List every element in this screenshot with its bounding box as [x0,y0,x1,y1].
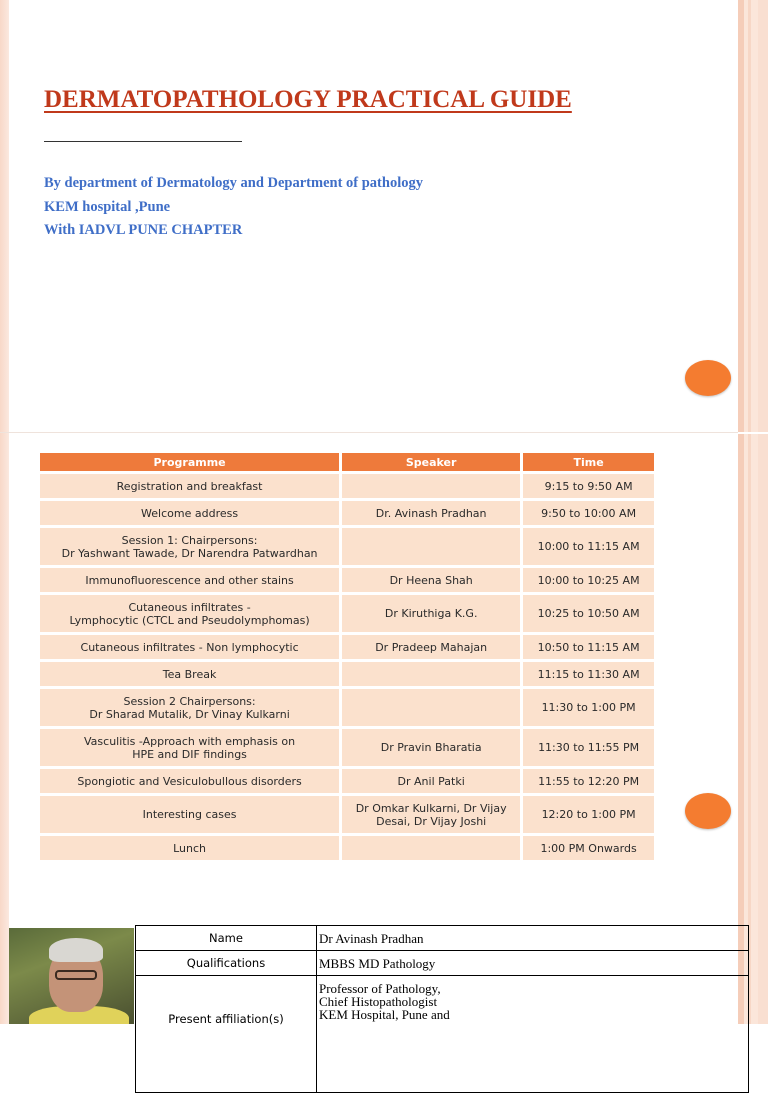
column-header-speaker: Speaker [342,453,520,471]
time-cell: 1:00 PM Onwards [523,836,654,860]
programme-cell-line: Lunch [173,841,207,855]
speaker-cell [342,662,520,686]
table-row [40,528,654,565]
programme-cell [40,595,339,632]
programme-cell-line: Tea Break [162,667,217,681]
programme-cell-line: Vasculitis -Approach with emphasis on [84,734,296,748]
table-row [40,595,654,632]
programme-cell-line: Cutaneous infiltrates - [128,600,251,614]
column-header-programme: Programme [40,453,339,471]
programme-cell-line: Dr Yashwant Tawade, Dr Narendra Patwardhan [61,546,318,560]
byline-line: KEM hospital ,Pune [44,198,171,215]
programme-cell [40,662,339,686]
table-row [40,474,654,498]
bio-value-line: Professor of Pathology, [319,981,441,996]
speaker-cell-line: Dr Anil Patki [397,774,465,788]
programme-cell [40,568,339,592]
speaker-cell-line: Dr Pradeep Mahajan [375,640,488,654]
speaker-cell [342,796,520,833]
table-row [40,635,654,659]
programme-cell-line: Spongiotic and Vesiculobullous disorders [77,774,302,788]
programme-cell-line: Immunofluorescence and other stains [85,573,294,587]
speaker-cell [342,595,520,632]
speaker-cell-line: Dr Pravin Bharatia [380,741,482,754]
table-row [40,836,654,860]
programme-header-row [40,453,654,471]
programme-cell-line: Cutaneous infiltrates - Non lymphocytic [80,640,299,654]
time-cell: 9:15 to 9:50 AM [523,474,654,498]
table-row [40,689,654,726]
speaker-cell-line: Dr. Avinash Pradhan [375,506,487,520]
table-row [40,568,654,592]
table-row [40,729,654,766]
programme-cell-line: Session 2 Chairpersons: [123,694,256,708]
speaker-cell-line: Dr Kiruthiga K.G. [384,607,478,620]
time-cell: 10:50 to 11:15 AM [523,635,654,659]
bio-value-line: KEM Hospital, Pune and [319,1007,450,1022]
time-cell: 11:55 to 12:20 PM [523,769,654,793]
speaker-cell [342,474,520,498]
time-cell: 11:30 to 1:00 PM [523,689,654,726]
speaker-cell [342,568,520,592]
right-decorative-stripes [738,0,768,1024]
bio-label: Name [136,926,317,951]
speaker-cell [342,836,520,860]
programme-cell [40,689,339,726]
programme-cell-line: Welcome address [141,506,239,520]
table-row [40,769,654,793]
bio-value-line: Chief Histopathologist [319,994,438,1009]
speaker-cell [342,729,520,766]
programme-table [37,450,657,863]
column-header-time: Time [523,453,654,471]
time-cell: 9:50 to 10:00 AM [523,501,654,525]
speaker-cell [342,528,520,565]
time-cell: 10:00 to 11:15 AM [523,528,654,565]
table-row [40,796,654,833]
orange-dot-decoration [685,360,731,396]
left-accent-bar [0,0,9,1024]
programme-cell [40,501,339,525]
table-row [40,501,654,525]
programme-cell [40,836,339,860]
bio-row-affiliation [136,976,749,1093]
byline-line: By department of Dermatology and Department of pathology [44,175,423,191]
programme-cell-line: HPE and DIF findings [132,747,247,761]
slide-divider [0,432,768,433]
table-row [40,662,654,686]
time-cell: 12:20 to 1:00 PM [523,796,654,833]
programme-cell-line: Session 1: Chairpersons: [121,533,258,547]
bio-value [317,976,749,1093]
programme-cell-line: Registration and breakfast [116,479,263,493]
bio-value: Dr Avinash Pradhan [317,926,749,951]
speaker-cell-line: Desai, Dr Vijay Joshi [376,814,487,828]
speaker-cell [342,635,520,659]
programme-cell [40,528,339,565]
programme-cell-line: Interesting cases [142,808,237,821]
programme-cell [40,474,339,498]
bio-label: Present affiliation(s) [136,976,317,1093]
programme-cell-line: Lymphocytic (CTCL and Pseudolymphomas) [69,613,310,627]
speaker-cell-line: Dr Omkar Kulkarni, Dr Vijay [355,801,507,815]
bio-value: MBBS MD Pathology [317,951,749,976]
time-cell: 11:15 to 11:30 AM [523,662,654,686]
speaker-bio-table [135,925,749,1093]
page-title: DERMATOPATHOLOGY PRACTICAL GUIDE [44,86,572,113]
programme-cell [40,729,339,766]
speaker-cell [342,769,520,793]
time-cell: 10:00 to 10:25 AM [523,568,654,592]
byline-line: With IADVL PUNE CHAPTER [44,222,243,238]
bio-row-name [136,926,749,951]
bio-label: Qualifications [136,951,317,976]
speaker-photo [9,928,134,1024]
programme-cell [40,635,339,659]
speaker-cell [342,689,520,726]
speaker-cell-line: Dr Heena Shah [389,573,473,587]
time-cell: 11:30 to 11:55 PM [523,729,654,766]
speaker-cell [342,501,520,525]
orange-dot-decoration [685,793,731,829]
byline [44,172,423,243]
time-cell: 10:25 to 10:50 AM [523,595,654,632]
programme-cell-line: Dr Sharad Mutalik, Dr Vinay Kulkarni [89,707,290,721]
programme-cell [40,769,339,793]
title-rule [44,141,242,142]
slide-divider-gap [738,432,768,434]
programme-cell [40,796,339,833]
bio-row-qualifications [136,951,749,976]
